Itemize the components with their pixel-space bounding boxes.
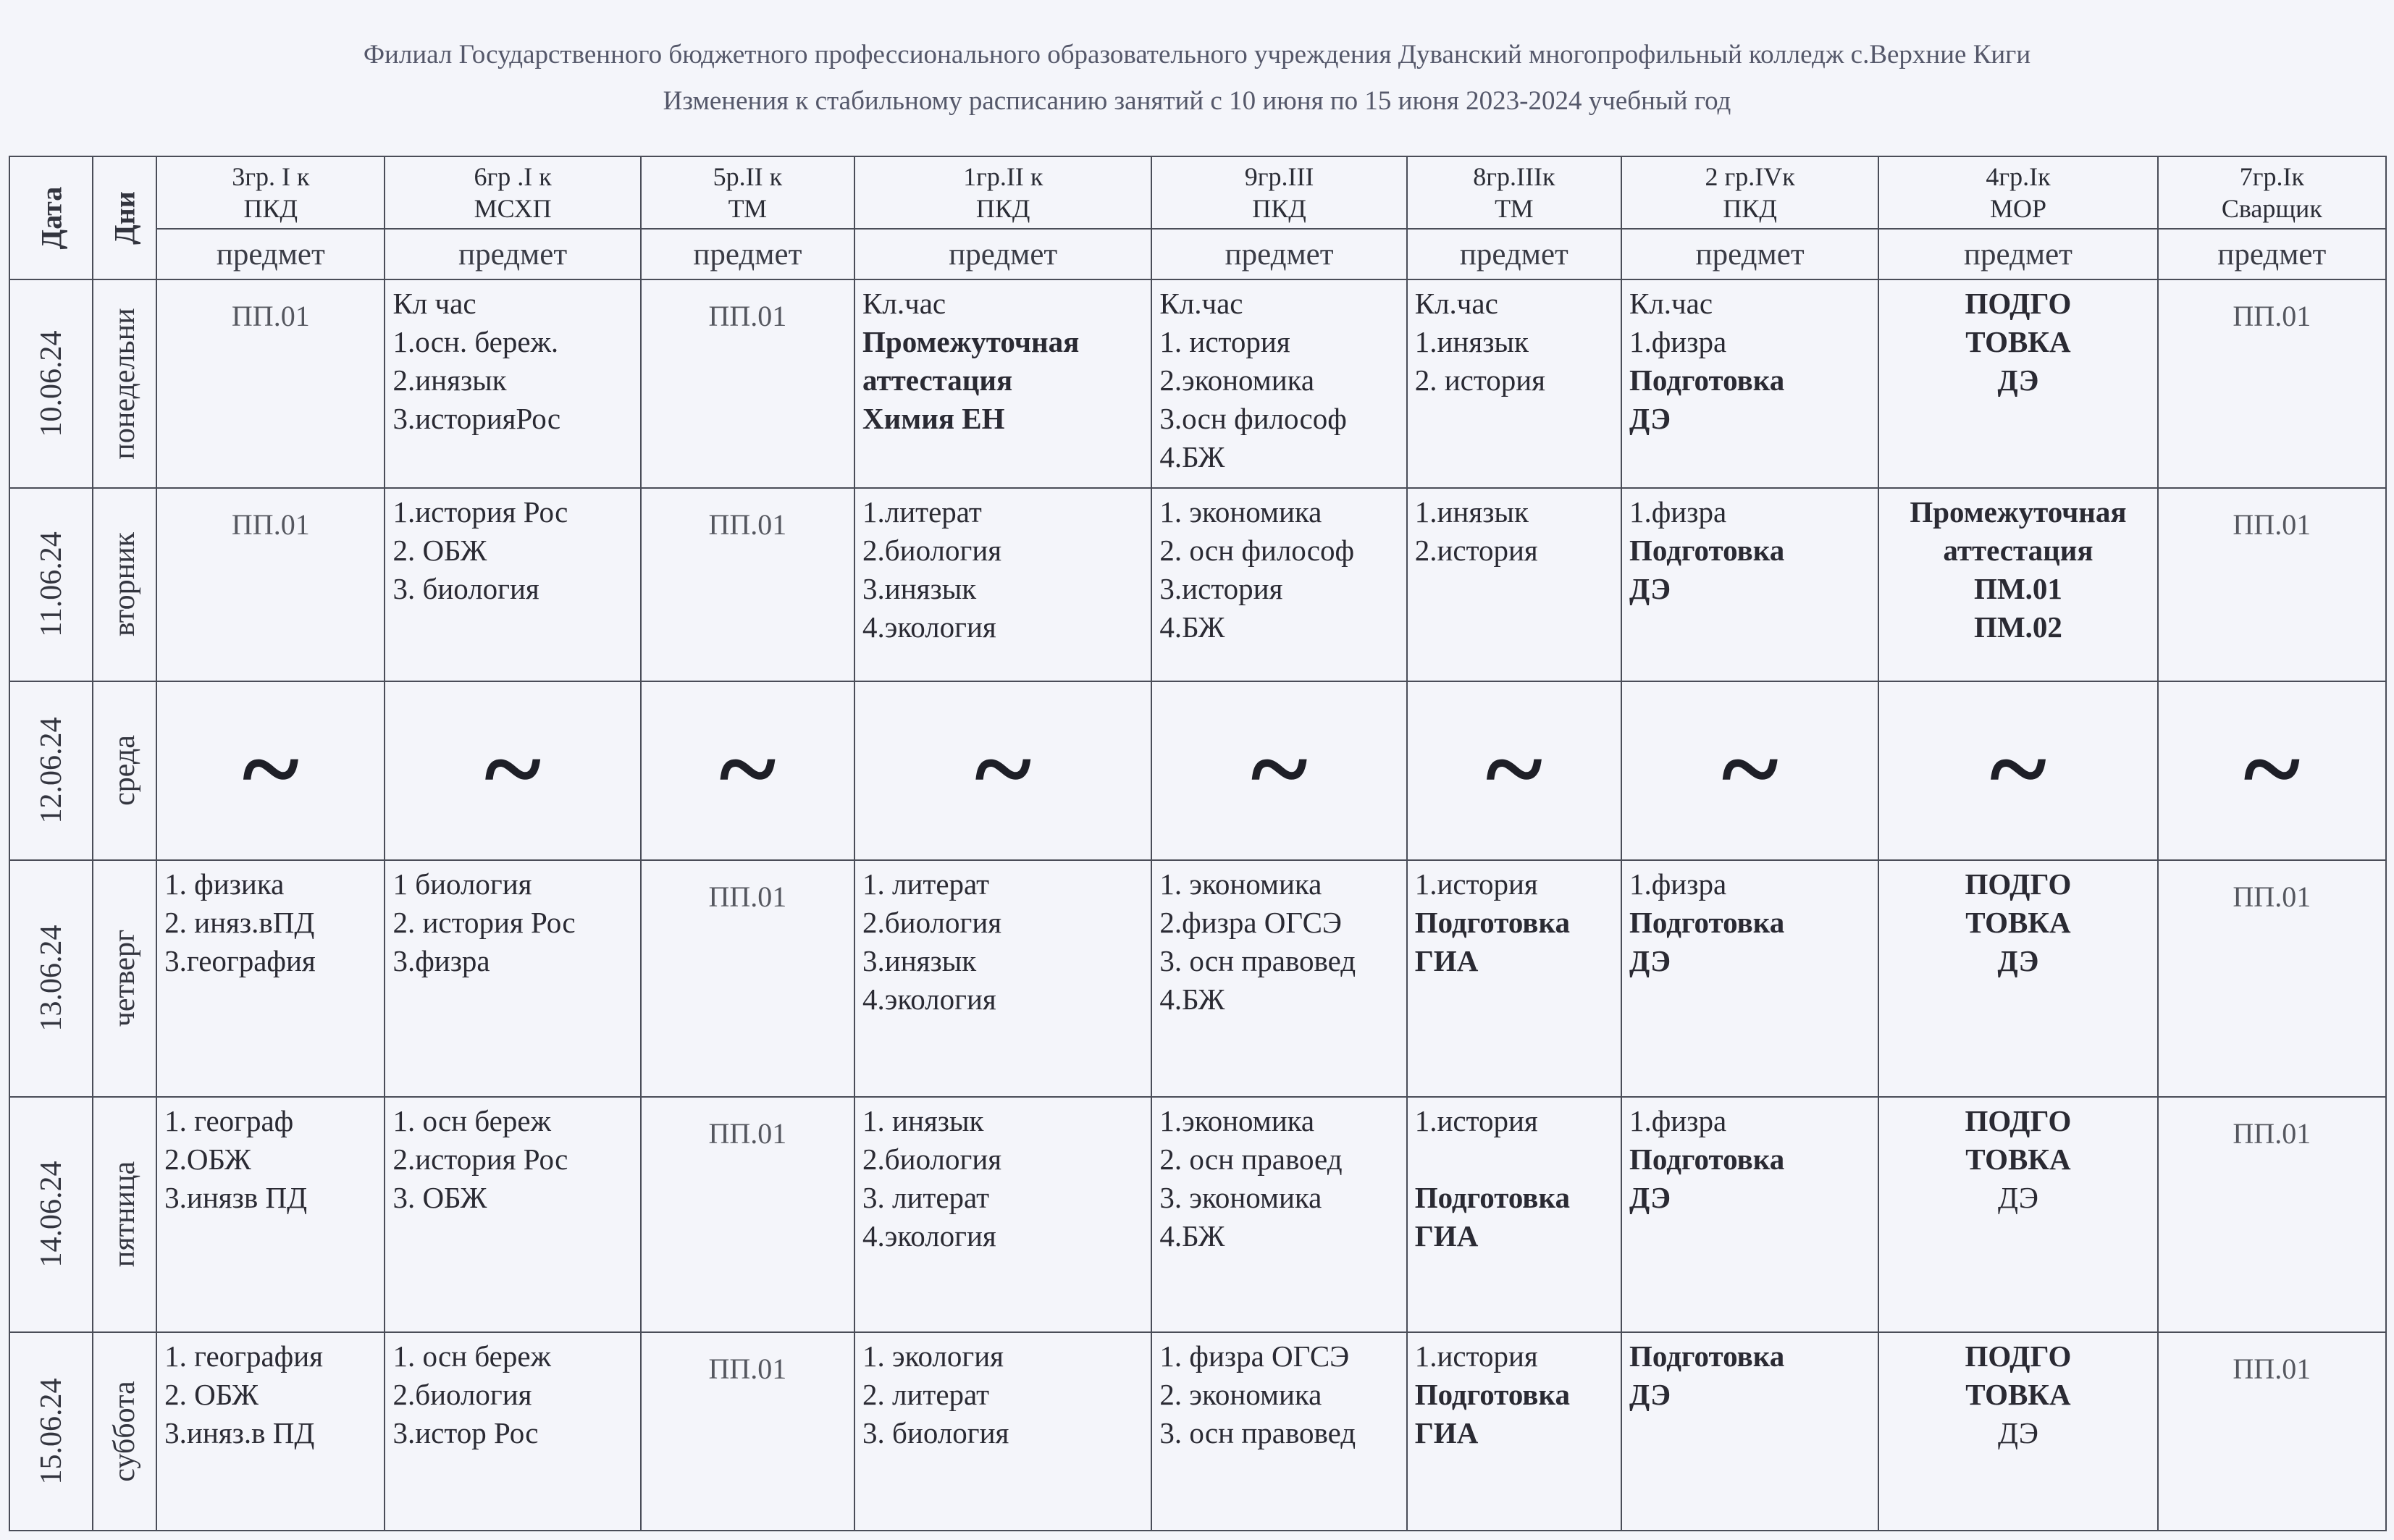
lesson-line: Подготовка bbox=[1629, 1339, 1785, 1373]
tilde-mark: ~ bbox=[1721, 708, 1778, 829]
date-cell: 15.06.24 bbox=[9, 1332, 93, 1531]
no-classes-cell bbox=[2158, 681, 2386, 859]
lesson-line: ДЭ bbox=[1997, 1416, 2038, 1450]
lesson-line: 1.осн. береж. bbox=[392, 325, 559, 358]
lesson-line: 4.БЖ bbox=[1159, 440, 1225, 474]
lesson-line: 1.физра bbox=[1629, 867, 1727, 901]
no-classes-cell bbox=[385, 681, 640, 859]
lesson-line: 1. осн береж bbox=[392, 1103, 551, 1137]
no-classes-cell bbox=[854, 681, 1151, 859]
lesson-line: 1. история bbox=[1159, 325, 1290, 358]
schedule-cell bbox=[2158, 860, 2386, 1097]
subject-header: предмет bbox=[854, 229, 1151, 279]
lesson-line: 1.физра bbox=[1629, 325, 1727, 358]
lesson-line: 1.история bbox=[1414, 1103, 1538, 1137]
lesson-line: 2. осн философ bbox=[1159, 533, 1355, 567]
lesson-line: ДЭ bbox=[1997, 943, 2039, 977]
group-header: 4гр.Iк МОР bbox=[1878, 156, 2157, 229]
schedule-cell bbox=[2158, 488, 2386, 682]
practice-label: ПП.01 bbox=[708, 1352, 787, 1386]
schedule-cell bbox=[641, 860, 854, 1097]
practice-label: ПП.01 bbox=[708, 300, 787, 332]
lesson-line: 3. осн правовед bbox=[1159, 1416, 1356, 1450]
schedule-cell bbox=[1407, 279, 1621, 488]
lesson-line: 1.литерат bbox=[862, 495, 982, 529]
practice-label: ПП.01 bbox=[708, 508, 787, 541]
date-cell: 13.06.24 bbox=[9, 860, 93, 1097]
lesson-line: 2.биология bbox=[862, 1142, 1002, 1176]
practice-label: ПП.01 bbox=[2233, 508, 2311, 541]
no-classes-cell bbox=[1151, 681, 1406, 859]
schedule-cell bbox=[1621, 1097, 1878, 1333]
lesson-line: Подготовка bbox=[1414, 1180, 1570, 1214]
lesson-line: 3. литерат bbox=[862, 1180, 990, 1214]
lesson-line: ПОДГО bbox=[1965, 867, 2072, 901]
schedule-cell bbox=[1151, 1097, 1406, 1333]
tilde-mark: ~ bbox=[2243, 708, 2301, 829]
schedule-cell bbox=[2158, 279, 2386, 488]
lesson-line: Подготовка bbox=[1629, 1142, 1785, 1176]
lesson-line: ПМ.02 bbox=[1974, 610, 2062, 644]
subject-header: предмет bbox=[1151, 229, 1406, 279]
practice-label: ПП.01 bbox=[2233, 300, 2311, 332]
schedule-cell bbox=[854, 860, 1151, 1097]
practice-label: ПП.01 bbox=[2233, 1116, 2311, 1150]
lesson-line: Подготовка bbox=[1414, 905, 1570, 939]
practice-label: ПП.01 bbox=[2233, 880, 2311, 913]
lesson-line: 2.физра ОГСЭ bbox=[1159, 905, 1342, 939]
subject-header: предмет bbox=[156, 229, 385, 279]
group-header: 9гр.III ПКД bbox=[1151, 156, 1406, 229]
date-cell: 10.06.24 bbox=[9, 279, 93, 488]
lesson-line: 1. география bbox=[164, 1339, 324, 1373]
group-header: 3гр. I к ПКД bbox=[156, 156, 385, 229]
day-row bbox=[9, 488, 2386, 682]
day-name-cell: четверг bbox=[93, 860, 156, 1097]
lesson-line: ТОВКА bbox=[1965, 325, 2071, 358]
lesson-line: 1. физика bbox=[164, 867, 285, 901]
tilde-mark: ~ bbox=[242, 708, 299, 829]
lesson-line: 1. физра ОГСЭ bbox=[1159, 1339, 1350, 1373]
schedule-cell bbox=[1151, 488, 1406, 682]
lesson-line: 1.инязык bbox=[1414, 325, 1529, 358]
lesson-line: 1.история bbox=[1414, 867, 1538, 901]
schedule-cell bbox=[641, 1332, 854, 1531]
day-name-cell: вторник bbox=[93, 488, 156, 682]
schedule-cell bbox=[1407, 1097, 1621, 1333]
lesson-line: ДЭ bbox=[1629, 1180, 1671, 1214]
lesson-line: 2. литерат bbox=[862, 1378, 990, 1412]
lesson-line: 2. иняз.вПД bbox=[164, 905, 315, 939]
group-header-row bbox=[9, 156, 2386, 229]
tilde-mark: ~ bbox=[1485, 708, 1542, 829]
subject-header: предмет bbox=[641, 229, 854, 279]
lesson-line: Промежуточная bbox=[1910, 495, 2127, 529]
lesson-line: 2.история Рос bbox=[392, 1142, 568, 1176]
schedule-body bbox=[9, 279, 2386, 1531]
lesson-line: ДЭ bbox=[1629, 1378, 1671, 1412]
group-header: 2 гр.IVк ПКД bbox=[1621, 156, 1878, 229]
schedule-cell bbox=[385, 279, 640, 488]
lesson-line: ДЭ bbox=[1997, 1180, 2038, 1214]
tilde-mark: ~ bbox=[484, 708, 542, 829]
lesson-line: 1.история bbox=[1414, 1339, 1538, 1373]
day-name-cell: понедельни bbox=[93, 279, 156, 488]
schedule-cell bbox=[1621, 1332, 1878, 1531]
lesson-line: ДЭ bbox=[1629, 943, 1671, 977]
day-column-header: Дни bbox=[93, 156, 156, 279]
group-header: 6гр .I к МСХП bbox=[385, 156, 640, 229]
schedule-cell bbox=[385, 488, 640, 682]
lesson-line: Кл.час bbox=[1159, 287, 1243, 320]
lesson-line: 3.физра bbox=[392, 943, 490, 977]
lesson-line: 2. история Рос bbox=[392, 905, 576, 939]
lesson-line: Подготовка bbox=[1629, 363, 1785, 397]
no-classes-cell bbox=[156, 681, 385, 859]
schedule-cell bbox=[1878, 1097, 2157, 1333]
schedule-cell bbox=[854, 1332, 1151, 1531]
schedule-cell bbox=[1407, 860, 1621, 1097]
schedule-cell bbox=[1151, 279, 1406, 488]
lesson-line: Кл.час bbox=[862, 287, 946, 320]
day-row bbox=[9, 681, 2386, 859]
schedule-cell bbox=[641, 488, 854, 682]
subject-header: предмет bbox=[1407, 229, 1621, 279]
lesson-line: Химия ЕН bbox=[862, 402, 1005, 435]
no-classes-cell bbox=[1621, 681, 1878, 859]
schedule-cell bbox=[854, 488, 1151, 682]
schedule-cell bbox=[854, 1097, 1151, 1333]
group-header: 7гр.Iк Сварщик bbox=[2158, 156, 2386, 229]
practice-label: ПП.01 bbox=[231, 508, 310, 541]
practice-label: ПП.01 bbox=[231, 300, 310, 332]
group-header: 1гр.II к ПКД bbox=[854, 156, 1151, 229]
lesson-line: 4.БЖ bbox=[1159, 982, 1225, 1016]
lesson-line: ТОВКА bbox=[1965, 1378, 2071, 1412]
subject-header: предмет bbox=[1878, 229, 2157, 279]
lesson-line: 1. литерат bbox=[862, 867, 990, 901]
lesson-line: ПМ.01 bbox=[1974, 571, 2062, 605]
schedule-cell bbox=[641, 279, 854, 488]
subject-header-row bbox=[9, 229, 2386, 279]
tilde-mark: ~ bbox=[719, 708, 776, 829]
practice-label: ПП.01 bbox=[708, 1116, 787, 1150]
lesson-line: 3.историяРос bbox=[392, 402, 561, 435]
lesson-line: 3.инязв ПД bbox=[164, 1180, 308, 1214]
lesson-line: 2.инязык bbox=[392, 363, 507, 397]
day-row bbox=[9, 279, 2386, 488]
day-row bbox=[9, 1332, 2386, 1531]
lesson-line: 4.экология bbox=[862, 1219, 996, 1253]
document-title: Филиал Государственного бюджетного профессионального образовательного учреждения Дуванский многопрофильный колледж с.Верхние Киги bbox=[363, 40, 2031, 70]
lesson-line: 2.экономика bbox=[1159, 363, 1315, 397]
date-cell: 12.06.24 bbox=[9, 681, 93, 859]
schedule-cell bbox=[1878, 279, 2157, 488]
schedule-cell bbox=[1407, 1332, 1621, 1531]
lesson-line: 2.ОБЖ bbox=[164, 1142, 251, 1176]
lesson-line: 2.биология bbox=[392, 1378, 532, 1412]
schedule-cell bbox=[1621, 279, 1878, 488]
schedule-cell bbox=[641, 1097, 854, 1333]
schedule-cell bbox=[2158, 1332, 2386, 1531]
lesson-line: 4.экология bbox=[862, 610, 996, 644]
lesson-line: Подготовка bbox=[1414, 1378, 1570, 1412]
lesson-line: 3. экономика bbox=[1159, 1180, 1322, 1214]
lesson-line: 2. ОБЖ bbox=[164, 1378, 259, 1412]
lesson-line: 4.БЖ bbox=[1159, 1219, 1225, 1253]
lesson-line: 1. географ bbox=[164, 1103, 294, 1137]
lesson-line: 3. ОБЖ bbox=[392, 1180, 487, 1214]
lesson-line: 1.инязык bbox=[1414, 495, 1529, 529]
schedule-cell bbox=[1878, 488, 2157, 682]
lesson-line: 3.истор Рос bbox=[392, 1416, 539, 1450]
lesson-line: 3.осн философ bbox=[1159, 402, 1347, 435]
lesson-line: ГИА bbox=[1414, 1219, 1479, 1253]
group-header: 5р.II к ТМ bbox=[641, 156, 854, 229]
lesson-line: 1.история Рос bbox=[392, 495, 568, 529]
day-row bbox=[9, 860, 2386, 1097]
schedule-cell bbox=[1407, 488, 1621, 682]
lesson-line: 2. осн правоед bbox=[1159, 1142, 1343, 1176]
lesson-line: Подготовка bbox=[1629, 533, 1785, 567]
lesson-line: Подготовка bbox=[1629, 905, 1785, 939]
lesson-line: ДЭ bbox=[1629, 402, 1671, 435]
lesson-line: 1 биология bbox=[392, 867, 532, 901]
no-classes-cell bbox=[1878, 681, 2157, 859]
lesson-line: ДЭ bbox=[1997, 363, 2039, 397]
lesson-line: аттестация bbox=[1943, 533, 2093, 567]
schedule-cell bbox=[1878, 860, 2157, 1097]
lesson-line: аттестация bbox=[862, 363, 1013, 397]
lesson-line: ТОВКА bbox=[1965, 1142, 2071, 1176]
lesson-line: 2. ОБЖ bbox=[392, 533, 487, 567]
lesson-line: 1. инязык bbox=[862, 1103, 984, 1137]
document-subtitle: Изменения к стабильному расписанию занятий с 10 июня по 15 июня 2023-2024 учебный год bbox=[663, 86, 1731, 116]
subject-header: предмет bbox=[1621, 229, 1878, 279]
lesson-line: ПОДГО bbox=[1965, 287, 2072, 320]
lesson-line: 1.физра bbox=[1629, 1103, 1727, 1137]
schedule-cell bbox=[385, 860, 640, 1097]
practice-label: ПП.01 bbox=[708, 880, 787, 913]
lesson-line: 3.инязык bbox=[862, 571, 977, 605]
schedule-cell bbox=[1878, 1332, 2157, 1531]
lesson-line: 1. экономика bbox=[1159, 495, 1322, 529]
lesson-line: Кл час bbox=[392, 287, 476, 320]
schedule-cell bbox=[2158, 1097, 2386, 1333]
lesson-line: 3.инязык bbox=[862, 943, 977, 977]
schedule-cell bbox=[385, 1332, 640, 1531]
date-cell: 11.06.24 bbox=[9, 488, 93, 682]
lesson-line: 1. экология bbox=[862, 1339, 1004, 1373]
lesson-line: ПОДГО bbox=[1965, 1103, 2072, 1137]
date-cell: 14.06.24 bbox=[9, 1097, 93, 1333]
lesson-line: Кл.час bbox=[1414, 287, 1498, 320]
lesson-line bbox=[1415, 1140, 1613, 1179]
schedule-cell bbox=[1151, 860, 1406, 1097]
group-header: 8гр.IIIк ТМ bbox=[1407, 156, 1621, 229]
lesson-line: 2.биология bbox=[862, 905, 1002, 939]
schedule-table bbox=[9, 156, 2387, 1531]
lesson-line: Кл.час bbox=[1629, 287, 1713, 320]
day-name-cell: суббота bbox=[93, 1332, 156, 1531]
lesson-line: ТОВКА bbox=[1965, 905, 2071, 939]
lesson-line: 3.география bbox=[164, 943, 316, 977]
lesson-line: 3. биология bbox=[862, 1416, 1009, 1450]
lesson-line: 3. осн правовед bbox=[1159, 943, 1356, 977]
subject-header: предмет bbox=[385, 229, 640, 279]
schedule-cell bbox=[156, 1332, 385, 1531]
lesson-line: ГИА bbox=[1414, 943, 1479, 977]
tilde-mark: ~ bbox=[1989, 708, 2046, 829]
lesson-line: 2.биология bbox=[862, 533, 1002, 567]
lesson-line: 1. осн береж bbox=[392, 1339, 551, 1373]
lesson-line: ПОДГО bbox=[1965, 1339, 2072, 1373]
lesson-line: 3. биология bbox=[392, 571, 539, 605]
schedule-cell bbox=[1151, 1332, 1406, 1531]
lesson-line: Промежуточная bbox=[862, 325, 1080, 358]
schedule-cell bbox=[156, 488, 385, 682]
lesson-line: 2. история bbox=[1414, 363, 1546, 397]
no-classes-cell bbox=[1407, 681, 1621, 859]
day-name-cell: пятница bbox=[93, 1097, 156, 1333]
schedule-cell bbox=[156, 860, 385, 1097]
schedule-cell bbox=[854, 279, 1151, 488]
schedule-cell bbox=[156, 1097, 385, 1333]
schedule-cell bbox=[156, 279, 385, 488]
lesson-line: ГИА bbox=[1414, 1416, 1479, 1450]
schedule-cell bbox=[385, 1097, 640, 1333]
lesson-line: 3.история bbox=[1159, 571, 1283, 605]
tilde-mark: ~ bbox=[975, 708, 1032, 829]
lesson-line: 4.экология bbox=[862, 982, 996, 1016]
schedule-cell bbox=[1621, 860, 1878, 1097]
lesson-line: 1. экономика bbox=[1159, 867, 1322, 901]
lesson-line: 2. экономика bbox=[1159, 1378, 1322, 1412]
day-name-cell: среда bbox=[93, 681, 156, 859]
day-row bbox=[9, 1097, 2386, 1333]
practice-label: ПП.01 bbox=[2233, 1352, 2311, 1386]
subject-header: предмет bbox=[2158, 229, 2386, 279]
lesson-line: 1.экономика bbox=[1159, 1103, 1315, 1137]
tilde-mark: ~ bbox=[1251, 708, 1308, 829]
no-classes-cell bbox=[641, 681, 854, 859]
lesson-line: ДЭ bbox=[1629, 571, 1671, 605]
lesson-line: 2.история bbox=[1414, 533, 1538, 567]
date-column-header: Дата bbox=[9, 156, 93, 279]
lesson-line: 1.физра bbox=[1629, 495, 1727, 529]
lesson-line: 4.БЖ bbox=[1159, 610, 1225, 644]
schedule-cell bbox=[1621, 488, 1878, 682]
lesson-line: 3.иняз.в ПД bbox=[164, 1416, 315, 1450]
